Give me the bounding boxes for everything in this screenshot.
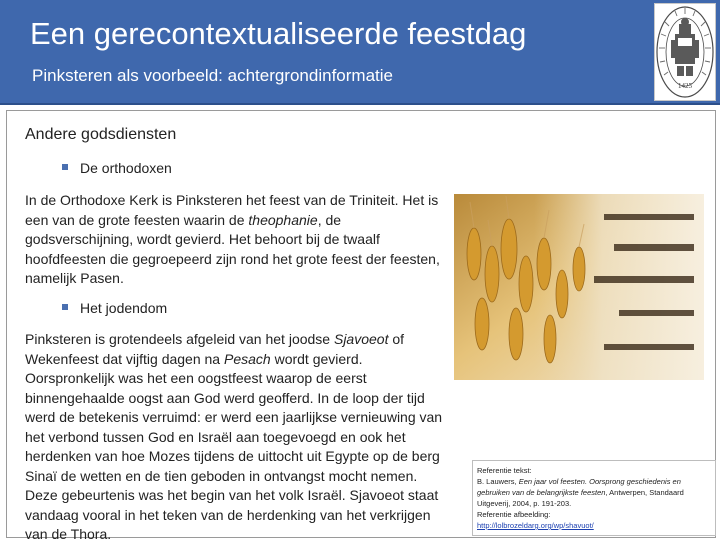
reference-author: B. Lauwers, — [477, 477, 519, 486]
orthodox-text-1: In de Orthodoxe Kerk is Pinksteren het feest van de Triniteit. Het is een van de grote feesten waarin de — [25, 192, 439, 228]
slide-title: Een gerecontextualiseerde feestdag — [30, 16, 527, 51]
orthodox-text-2: , de godsverschijning, wordt gevierd. Het behoort bij de twaalf hoofdfeesten die gegroepeerd zijn rond het grote feest der feesten, namelijk Pasen. — [25, 211, 440, 286]
judaism-text-1: Pinksteren is grotendeels afgeleid van het joodse — [25, 331, 334, 347]
university-seal-icon — [655, 4, 715, 100]
bullet-square-icon — [62, 304, 68, 310]
wheat-torah-image — [454, 194, 704, 380]
term-pesach: Pesach — [223, 350, 271, 367]
reference-box — [472, 460, 716, 536]
bullet-orthodox — [62, 160, 172, 176]
reference-book-title: Een jaar vol feesten. Oorsprong geschiedenis en gebruiken van de belangrijkste feesten — [477, 477, 681, 497]
term-theophanie: theophanie — [248, 211, 318, 228]
reference-publisher: , Antwerpen, Standaard Uitgeverij, 2004, p. 191-203. — [477, 488, 684, 508]
section-intro: Andere godsdiensten — [25, 126, 177, 143]
bullet-judaism — [62, 300, 167, 316]
orthodox-paragraph — [25, 191, 450, 289]
university-logo — [654, 3, 716, 101]
reference-image-label: Referentie afbeelding: — [477, 510, 551, 519]
bullet-orthodox-label: De orthodoxen — [80, 160, 172, 176]
judaism-text-3: wordt gevierd. Oorspronkelijk was het een oogstfeest waarop de eerst binnengehaalde oogst aan God werd geofferd. In de loop der tijd werd de betekenis verruimd: er werd een jaarlijkse vernieuwing van het verbond tussen God en Israël aan toegevoegd en ook het herdenken van hoe Mozes tijdens de uittocht uit Egypte op de berg Sinaï de wetten en de tien geboden in ontvangst mocht nemen. Deze gebeurtenis was het begin van het volk Israël. Sjavoeot staat vandaag vooral in het teken van de herdenking van het verkrijgen van de Thora. — [25, 350, 443, 542]
logo-year: 1425 — [678, 82, 692, 90]
reference-citation — [477, 476, 711, 509]
reference-text-label: Referentie tekst: — [477, 466, 532, 475]
bullet-square-icon — [62, 164, 68, 170]
judaism-text-2: of Wekenfeest dat vijftig dagen na — [25, 331, 405, 367]
judaism-paragraph — [25, 330, 453, 545]
reference-image-link[interactable]: http://lolbrozeldarg.org/wp/shavuot/ — [477, 521, 594, 530]
bullet-judaism-label: Het jodendom — [80, 300, 168, 316]
slide-header — [0, 0, 720, 105]
slide-subtitle: Pinksteren als voorbeeld: achtergrondinformatie — [32, 66, 393, 85]
term-sjavoeot: Sjavoeot — [333, 331, 389, 347]
